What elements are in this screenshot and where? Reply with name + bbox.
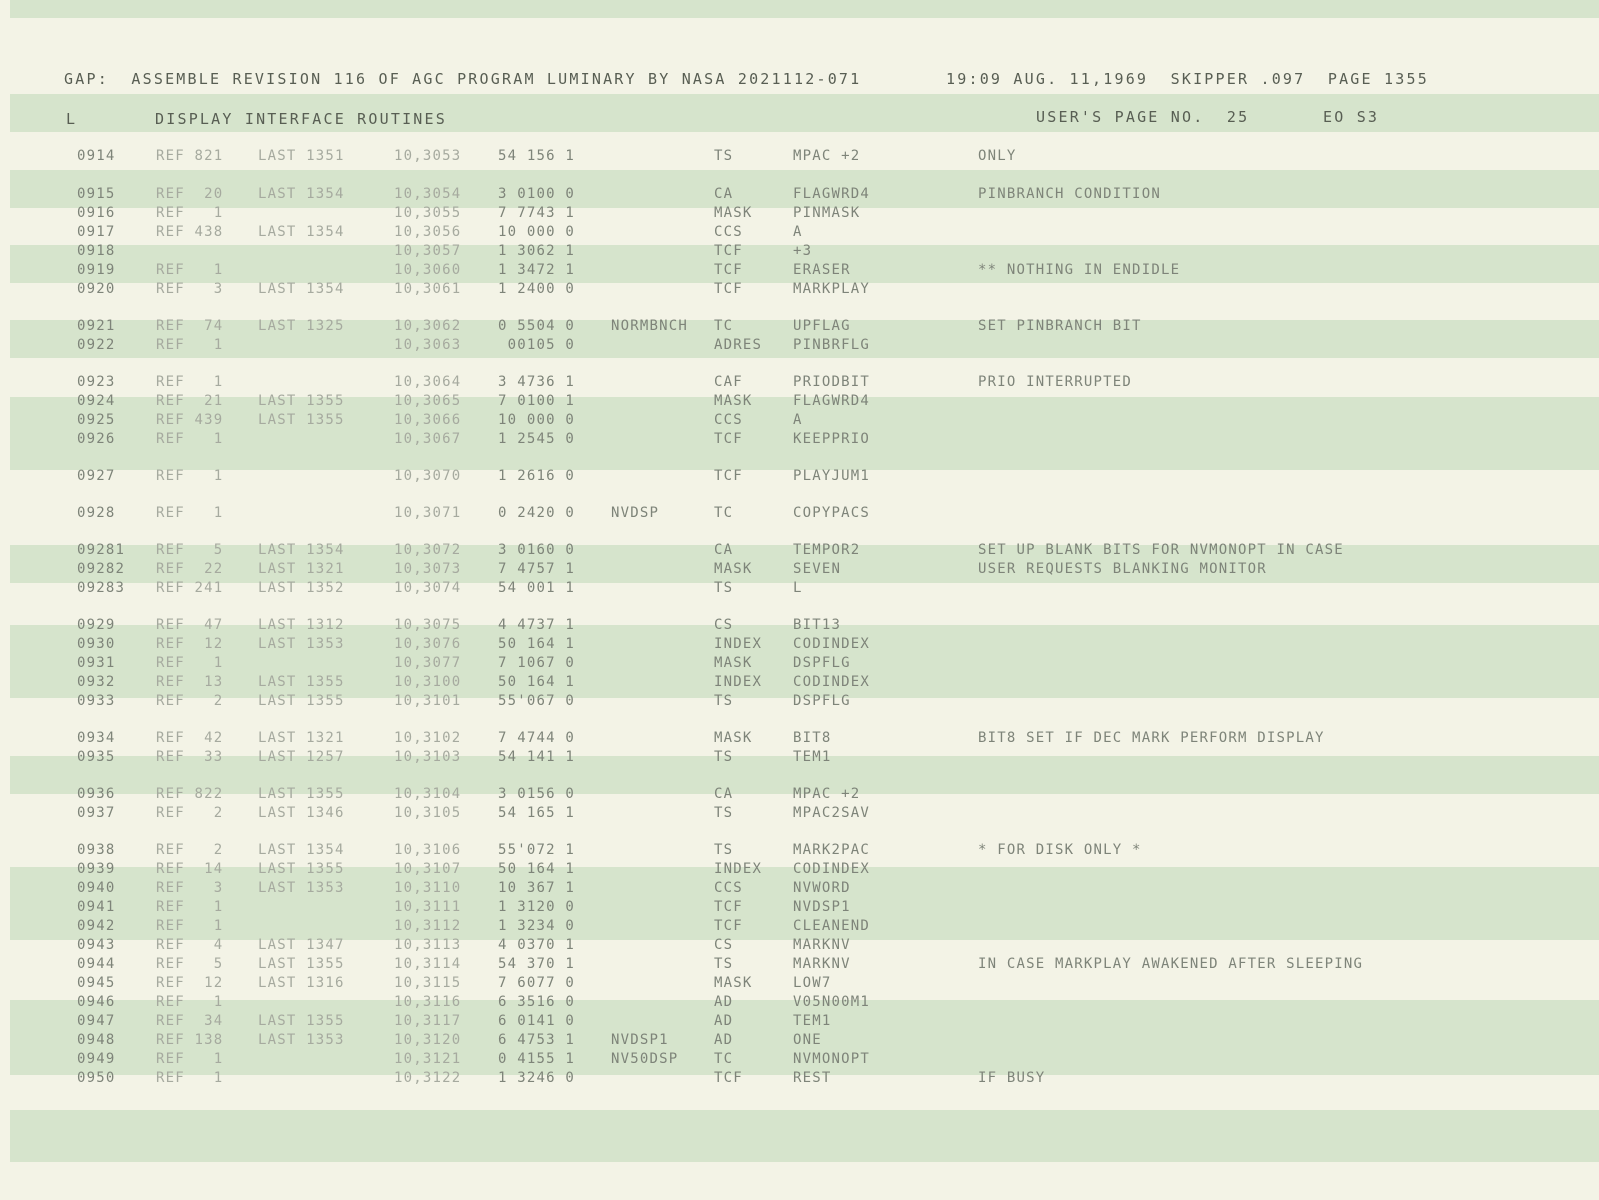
listing-operand-cell: FLAGWRD4 <box>793 186 871 202</box>
listing-addr-cell: 10,3104 <box>394 786 462 802</box>
listing-operand-cell: ONE <box>793 1032 822 1048</box>
listing-operand-cell: NVWORD <box>793 880 851 896</box>
listing-addr-cell: 10,3065 <box>394 393 462 409</box>
listing-operand-cell: REST <box>793 1070 832 1086</box>
eo-marker: EO S3 <box>1323 108 1380 126</box>
listing-code-cell: 7 7743 1 <box>498 205 576 221</box>
listing-op-cell: CAF <box>714 374 743 390</box>
listing-comment-cell: SET PINBRANCH BIT <box>978 318 1142 334</box>
listing-last-cell: LAST 1353 <box>258 1032 345 1048</box>
listing-op-cell: MASK <box>714 655 753 671</box>
listing-code-cell: 54 165 1 <box>498 805 576 821</box>
listing-operand-cell: PRIODBIT <box>793 374 871 390</box>
listing-addr-cell: 10,3113 <box>394 937 462 953</box>
listing-addr-cell: 10,3117 <box>394 1013 462 1029</box>
listing-op-cell: TS <box>714 956 734 972</box>
listing-last-cell: LAST 1351 <box>258 148 345 164</box>
listing-operand-cell: PLAYJUM1 <box>793 468 871 484</box>
listing-comment-cell: IF BUSY <box>978 1070 1046 1086</box>
listing-addr-cell: 10,3062 <box>394 318 462 334</box>
listing-op-cell: MASK <box>714 393 753 409</box>
listing-code-cell: 1 3234 0 <box>498 918 576 934</box>
listing-line-cell: 0943 <box>77 937 116 953</box>
listing-line-cell: 0937 <box>77 805 116 821</box>
listing-addr-cell: 10,3076 <box>394 636 462 652</box>
listing-op-cell: CA <box>714 786 734 802</box>
section-letter: L <box>66 110 78 128</box>
listing-addr-cell: 10,3115 <box>394 975 462 991</box>
listing-addr-cell: 10,3116 <box>394 994 462 1010</box>
listing-code-cell: 1 3472 1 <box>498 262 576 278</box>
listing-line-cell: 0917 <box>77 224 116 240</box>
listing-op-cell: TC <box>714 318 734 334</box>
listing-op-cell: TCF <box>714 1070 743 1086</box>
listing-operand-cell: CODINDEX <box>793 674 871 690</box>
listing-addr-cell: 10,3060 <box>394 262 462 278</box>
listing-code-cell: 54 156 1 <box>498 148 576 164</box>
listing-operand-cell: NVMONOPT <box>793 1051 871 1067</box>
listing-code-cell: 55'067 0 <box>498 693 576 709</box>
run-info: 19:09 AUG. 11,1969 SKIPPER .097 PAGE 1355 <box>946 70 1429 88</box>
listing-line-cell: 0933 <box>77 693 116 709</box>
listing-op-cell: CS <box>714 937 734 953</box>
listing-code-cell: 7 4757 1 <box>498 561 576 577</box>
listing-addr-cell: 10,3077 <box>394 655 462 671</box>
listing-ref-cell: REF 1 <box>156 262 224 278</box>
listing-code-cell: 10 367 1 <box>498 880 576 896</box>
listing-op-cell: TCF <box>714 262 743 278</box>
listing-addr-cell: 10,3101 <box>394 693 462 709</box>
listing-addr-cell: 10,3053 <box>394 148 462 164</box>
listing-ref-cell: REF 1 <box>156 431 224 447</box>
listing-addr-cell: 10,3055 <box>394 205 462 221</box>
listing-code-cell: 0 2420 0 <box>498 505 576 521</box>
listing-ref-cell: REF 1 <box>156 205 224 221</box>
listing-operand-cell: CODINDEX <box>793 636 871 652</box>
listing-code-cell: 0 4155 1 <box>498 1051 576 1067</box>
listing-line-cell: 0948 <box>77 1032 116 1048</box>
listing-line-cell: 0934 <box>77 730 116 746</box>
listing-last-cell: LAST 1312 <box>258 617 345 633</box>
listing-op-cell: CCS <box>714 880 743 896</box>
listing-addr-cell: 10,3054 <box>394 186 462 202</box>
listing-addr-cell: 10,3067 <box>394 431 462 447</box>
listing-line-cell: 0925 <box>77 412 116 428</box>
listing-addr-cell: 10,3074 <box>394 580 462 596</box>
listing-ref-cell: REF 1 <box>156 655 224 671</box>
listing-comment-cell: USER REQUESTS BLANKING MONITOR <box>978 561 1267 577</box>
listing-operand-cell: TEMPOR2 <box>793 542 861 558</box>
listing-addr-cell: 10,3112 <box>394 918 462 934</box>
listing-op-cell: TCF <box>714 468 743 484</box>
listing-line-cell: 0947 <box>77 1013 116 1029</box>
listing-last-cell: LAST 1354 <box>258 186 345 202</box>
listing-operand-cell: ERASER <box>793 262 851 278</box>
listing-addr-cell: 10,3061 <box>394 281 462 297</box>
listing-comment-cell: PRIO INTERRUPTED <box>978 374 1133 390</box>
listing-code-cell: 3 0156 0 <box>498 786 576 802</box>
listing-label-cell: NVDSP <box>611 505 660 521</box>
listing-code-cell: 7 1067 0 <box>498 655 576 671</box>
listing-ref-cell: REF 5 <box>156 542 224 558</box>
listing-last-cell: LAST 1355 <box>258 412 345 428</box>
listing-ref-cell: REF 42 <box>156 730 224 746</box>
listing-ref-cell: REF 3 <box>156 880 224 896</box>
listing-comment-cell: PINBRANCH CONDITION <box>978 186 1161 202</box>
listing-comment-cell: * FOR DISK ONLY * <box>978 842 1142 858</box>
listing-ref-cell: REF 13 <box>156 674 224 690</box>
listing-ref-cell: REF 821 <box>156 148 224 164</box>
listing-ref-cell: REF 138 <box>156 1032 224 1048</box>
listing-code-cell: 54 001 1 <box>498 580 576 596</box>
listing-last-cell: LAST 1353 <box>258 636 345 652</box>
listing-ref-cell: REF 20 <box>156 186 224 202</box>
listing-operand-cell: BIT8 <box>793 730 832 746</box>
listing-op-cell: TS <box>714 805 734 821</box>
listing-addr-cell: 10,3071 <box>394 505 462 521</box>
listing-ref-cell: REF 439 <box>156 412 224 428</box>
listing-operand-cell: L <box>793 580 803 596</box>
users-page-number: USER'S PAGE NO. 25 <box>1036 108 1250 126</box>
listing-code-cell: 00105 0 <box>498 337 576 353</box>
listing-operand-cell: KEEPPRIO <box>793 431 871 447</box>
listing-operand-cell: MARKPLAY <box>793 281 871 297</box>
listing-ref-cell: REF 241 <box>156 580 224 596</box>
listing-addr-cell: 10,3120 <box>394 1032 462 1048</box>
listing-ref-cell: REF 33 <box>156 749 224 765</box>
listing-line-cell: 0920 <box>77 281 116 297</box>
listing-code-cell: 10 000 0 <box>498 412 576 428</box>
listing-code-cell: 7 6077 0 <box>498 975 576 991</box>
listing-op-cell: AD <box>714 1013 734 1029</box>
listing-code-cell: 3 0160 0 <box>498 542 576 558</box>
paper-band <box>10 0 1599 18</box>
listing-code-cell: 3 0100 0 <box>498 186 576 202</box>
listing-operand-cell: PINMASK <box>793 205 861 221</box>
listing-ref-cell: REF 2 <box>156 842 224 858</box>
listing-last-cell: LAST 1325 <box>258 318 345 334</box>
listing-op-cell: TS <box>714 693 734 709</box>
listing-op-cell: MASK <box>714 561 753 577</box>
listing-line-cell: 0927 <box>77 468 116 484</box>
listing-last-cell: LAST 1316 <box>258 975 345 991</box>
listing-ref-cell: REF 3 <box>156 281 224 297</box>
listing-line-cell: 0931 <box>77 655 116 671</box>
listing-last-cell: LAST 1347 <box>258 937 345 953</box>
paper-band <box>10 1110 1599 1162</box>
listing-line-cell: 0949 <box>77 1051 116 1067</box>
listing-operand-cell: +3 <box>793 243 813 259</box>
section-title: DISPLAY INTERFACE ROUTINES <box>155 110 447 128</box>
listing-op-cell: INDEX <box>714 861 763 877</box>
listing-operand-cell: MPAC2SAV <box>793 805 871 821</box>
listing-code-cell: 3 4736 1 <box>498 374 576 390</box>
listing-line-cell: 0926 <box>77 431 116 447</box>
listing-op-cell: TS <box>714 842 734 858</box>
listing-operand-cell: BIT13 <box>793 617 842 633</box>
listing-last-cell: LAST 1346 <box>258 805 345 821</box>
listing-operand-cell: CODINDEX <box>793 861 871 877</box>
listing-addr-cell: 10,3100 <box>394 674 462 690</box>
listing-code-cell: 4 0370 1 <box>498 937 576 953</box>
listing-addr-cell: 10,3073 <box>394 561 462 577</box>
listing-code-cell: 7 4744 0 <box>498 730 576 746</box>
listing-op-cell: TS <box>714 580 734 596</box>
listing-ref-cell: REF 1 <box>156 899 224 915</box>
listing-operand-cell: PINBRFLG <box>793 337 871 353</box>
listing-addr-cell: 10,3103 <box>394 749 462 765</box>
listing-last-cell: LAST 1321 <box>258 561 345 577</box>
listing-last-cell: LAST 1354 <box>258 224 345 240</box>
listing-op-cell: TC <box>714 1051 734 1067</box>
listing-line-cell: 0914 <box>77 148 116 164</box>
listing-ref-cell: REF 2 <box>156 805 224 821</box>
listing-last-cell: LAST 1355 <box>258 674 345 690</box>
listing-line-cell: 0921 <box>77 318 116 334</box>
listing-line-cell: 0938 <box>77 842 116 858</box>
listing-code-cell: 6 4753 1 <box>498 1032 576 1048</box>
listing-line-cell: 0924 <box>77 393 116 409</box>
listing-line-cell: 0936 <box>77 786 116 802</box>
listing-operand-cell: MARK2PAC <box>793 842 871 858</box>
listing-last-cell: LAST 1355 <box>258 393 345 409</box>
listing-last-cell: LAST 1321 <box>258 730 345 746</box>
listing-op-cell: TS <box>714 148 734 164</box>
listing-label-cell: NVDSP1 <box>611 1032 669 1048</box>
listing-ref-cell: REF 1 <box>156 1051 224 1067</box>
listing-code-cell: 1 3246 0 <box>498 1070 576 1086</box>
listing-op-cell: MASK <box>714 730 753 746</box>
listing-addr-cell: 10,3063 <box>394 337 462 353</box>
listing-ref-cell: REF 4 <box>156 937 224 953</box>
listing-addr-cell: 10,3111 <box>394 899 462 915</box>
listing-code-cell: 0 5504 0 <box>498 318 576 334</box>
listing-op-cell: MASK <box>714 975 753 991</box>
listing-ref-cell: REF 14 <box>156 861 224 877</box>
listing-addr-cell: 10,3070 <box>394 468 462 484</box>
listing-line-cell: 0945 <box>77 975 116 991</box>
listing-last-cell: LAST 1354 <box>258 542 345 558</box>
listing-line-cell: 0941 <box>77 899 116 915</box>
listing-comment-cell: ** NOTHING IN ENDIDLE <box>978 262 1181 278</box>
listing-op-cell: ADRES <box>714 337 763 353</box>
listing-op-cell: TCF <box>714 243 743 259</box>
listing-last-cell: LAST 1355 <box>258 693 345 709</box>
listing-operand-cell: MPAC +2 <box>793 786 861 802</box>
listing-code-cell: 1 3120 0 <box>498 899 576 915</box>
listing-operand-cell: DSPFLG <box>793 693 851 709</box>
listing-op-cell: AD <box>714 994 734 1010</box>
listing-code-cell: 6 3516 0 <box>498 994 576 1010</box>
listing-operand-cell: DSPFLG <box>793 655 851 671</box>
listing-op-cell: CA <box>714 186 734 202</box>
listing-ref-cell: REF 12 <box>156 636 224 652</box>
listing-code-cell: 55'072 1 <box>498 842 576 858</box>
listing-code-cell: 50 164 1 <box>498 861 576 877</box>
listing-operand-cell: V05N00M1 <box>793 994 871 1010</box>
listing-line-cell: 0918 <box>77 243 116 259</box>
listing-operand-cell: A <box>793 412 803 428</box>
listing-ref-cell: REF 34 <box>156 1013 224 1029</box>
listing-last-cell: LAST 1355 <box>258 786 345 802</box>
listing-addr-cell: 10,3072 <box>394 542 462 558</box>
listing-operand-cell: FLAGWRD4 <box>793 393 871 409</box>
listing-line-cell: 0944 <box>77 956 116 972</box>
listing-addr-cell: 10,3066 <box>394 412 462 428</box>
listing-op-cell: CCS <box>714 412 743 428</box>
listing-addr-cell: 10,3064 <box>394 374 462 390</box>
listing-addr-cell: 10,3121 <box>394 1051 462 1067</box>
listing-line-cell: 09281 <box>77 542 126 558</box>
listing-code-cell: 1 2400 0 <box>498 281 576 297</box>
listing-op-cell: INDEX <box>714 674 763 690</box>
listing-op-cell: TCF <box>714 431 743 447</box>
listing-ref-cell: REF 1 <box>156 337 224 353</box>
listing-line-cell: 0929 <box>77 617 116 633</box>
listing-addr-cell: 10,3056 <box>394 224 462 240</box>
listing-addr-cell: 10,3122 <box>394 1070 462 1086</box>
listing-comment-cell: BIT8 SET IF DEC MARK PERFORM DISPLAY <box>978 730 1325 746</box>
listing-operand-cell: UPFLAG <box>793 318 851 334</box>
listing-comment-cell: SET UP BLANK BITS FOR NVMONOPT IN CASE <box>978 542 1344 558</box>
listing-label-cell: NV50DSP <box>611 1051 679 1067</box>
listing-last-cell: LAST 1355 <box>258 861 345 877</box>
listing-line-cell: 0940 <box>77 880 116 896</box>
listing-ref-cell: REF 2 <box>156 693 224 709</box>
listing-ref-cell: REF 1 <box>156 918 224 934</box>
listing-operand-cell: SEVEN <box>793 561 842 577</box>
listing-label-cell: NORMBNCH <box>611 318 689 334</box>
listing-op-cell: MASK <box>714 205 753 221</box>
listing-ref-cell: REF 1 <box>156 374 224 390</box>
listing-addr-cell: 10,3110 <box>394 880 462 896</box>
listing-ref-cell: REF 1 <box>156 1070 224 1086</box>
listing-op-cell: CA <box>714 542 734 558</box>
listing-ref-cell: REF 438 <box>156 224 224 240</box>
listing-line-cell: 0930 <box>77 636 116 652</box>
listing-op-cell: TCF <box>714 899 743 915</box>
listing-code-cell: 4 4737 1 <box>498 617 576 633</box>
listing-op-cell: AD <box>714 1032 734 1048</box>
listing-code-cell: 10 000 0 <box>498 224 576 240</box>
listing-ref-cell: REF 822 <box>156 786 224 802</box>
listing-line-cell: 09283 <box>77 580 126 596</box>
listing-code-cell: 1 2616 0 <box>498 468 576 484</box>
listing-ref-cell: REF 1 <box>156 994 224 1010</box>
listing-code-cell: 1 2545 0 <box>498 431 576 447</box>
listing-line-cell: 0928 <box>77 505 116 521</box>
listing-title: GAP: ASSEMBLE REVISION 116 OF AGC PROGRAM LUMINARY BY NASA 2021112-071 <box>64 70 862 88</box>
listing-ref-cell: REF 74 <box>156 318 224 334</box>
listing-op-cell: TC <box>714 505 734 521</box>
listing-code-cell: 1 3062 1 <box>498 243 576 259</box>
listing-code-cell: 7 0100 1 <box>498 393 576 409</box>
listing-operand-cell: MPAC +2 <box>793 148 861 164</box>
listing-addr-cell: 10,3105 <box>394 805 462 821</box>
listing-ref-cell: REF 12 <box>156 975 224 991</box>
listing-addr-cell: 10,3057 <box>394 243 462 259</box>
listing-last-cell: LAST 1354 <box>258 842 345 858</box>
listing-ref-cell: REF 21 <box>156 393 224 409</box>
listing-line-cell: 0915 <box>77 186 116 202</box>
listing-line-cell: 0950 <box>77 1070 116 1086</box>
listing-code-cell: 6 0141 0 <box>498 1013 576 1029</box>
listing-line-cell: 0922 <box>77 337 116 353</box>
listing-operand-cell: NVDSP1 <box>793 899 851 915</box>
listing-code-cell: 54 141 1 <box>498 749 576 765</box>
listing-line-cell: 0932 <box>77 674 116 690</box>
listing-addr-cell: 10,3114 <box>394 956 462 972</box>
listing-operand-cell: TEM1 <box>793 1013 832 1029</box>
listing-code-cell: 54 370 1 <box>498 956 576 972</box>
listing-addr-cell: 10,3106 <box>394 842 462 858</box>
listing-line-cell: 0939 <box>77 861 116 877</box>
listing-ref-cell: REF 5 <box>156 956 224 972</box>
listing-addr-cell: 10,3102 <box>394 730 462 746</box>
listing-line-cell: 0946 <box>77 994 116 1010</box>
listing-operand-cell: TEM1 <box>793 749 832 765</box>
listing-op-cell: TS <box>714 749 734 765</box>
listing-op-cell: INDEX <box>714 636 763 652</box>
listing-comment-cell: IN CASE MARKPLAY AWAKENED AFTER SLEEPING <box>978 956 1364 972</box>
listing-op-cell: CS <box>714 617 734 633</box>
listing-last-cell: LAST 1352 <box>258 580 345 596</box>
listing-op-cell: CCS <box>714 224 743 240</box>
listing-ref-cell: REF 47 <box>156 617 224 633</box>
listing-last-cell: LAST 1353 <box>258 880 345 896</box>
listing-last-cell: LAST 1354 <box>258 281 345 297</box>
listing-operand-cell: LOW7 <box>793 975 832 991</box>
listing-last-cell: LAST 1355 <box>258 956 345 972</box>
listing-line-cell: 0923 <box>77 374 116 390</box>
listing-line-cell: 0916 <box>77 205 116 221</box>
listing-code-cell: 50 164 1 <box>498 636 576 652</box>
listing-operand-cell: A <box>793 224 803 240</box>
listing-operand-cell: CLEANEND <box>793 918 871 934</box>
listing-addr-cell: 10,3107 <box>394 861 462 877</box>
listing-line-cell: 0919 <box>77 262 116 278</box>
listing-line-cell: 0942 <box>77 918 116 934</box>
listing-line-cell: 0935 <box>77 749 116 765</box>
listing-ref-cell: REF 1 <box>156 505 224 521</box>
listing-last-cell: LAST 1257 <box>258 749 345 765</box>
listing-op-cell: TCF <box>714 918 743 934</box>
listing-code-cell: 50 164 1 <box>498 674 576 690</box>
listing-op-cell: TCF <box>714 281 743 297</box>
listing-operand-cell: COPYPACS <box>793 505 871 521</box>
listing-operand-cell: MARKNV <box>793 956 851 972</box>
listing-ref-cell: REF 1 <box>156 468 224 484</box>
listing-last-cell: LAST 1355 <box>258 1013 345 1029</box>
listing-comment-cell: ONLY <box>978 148 1017 164</box>
listing-operand-cell: MARKNV <box>793 937 851 953</box>
listing-addr-cell: 10,3075 <box>394 617 462 633</box>
listing-ref-cell: REF 22 <box>156 561 224 577</box>
listing-line-cell: 09282 <box>77 561 126 577</box>
